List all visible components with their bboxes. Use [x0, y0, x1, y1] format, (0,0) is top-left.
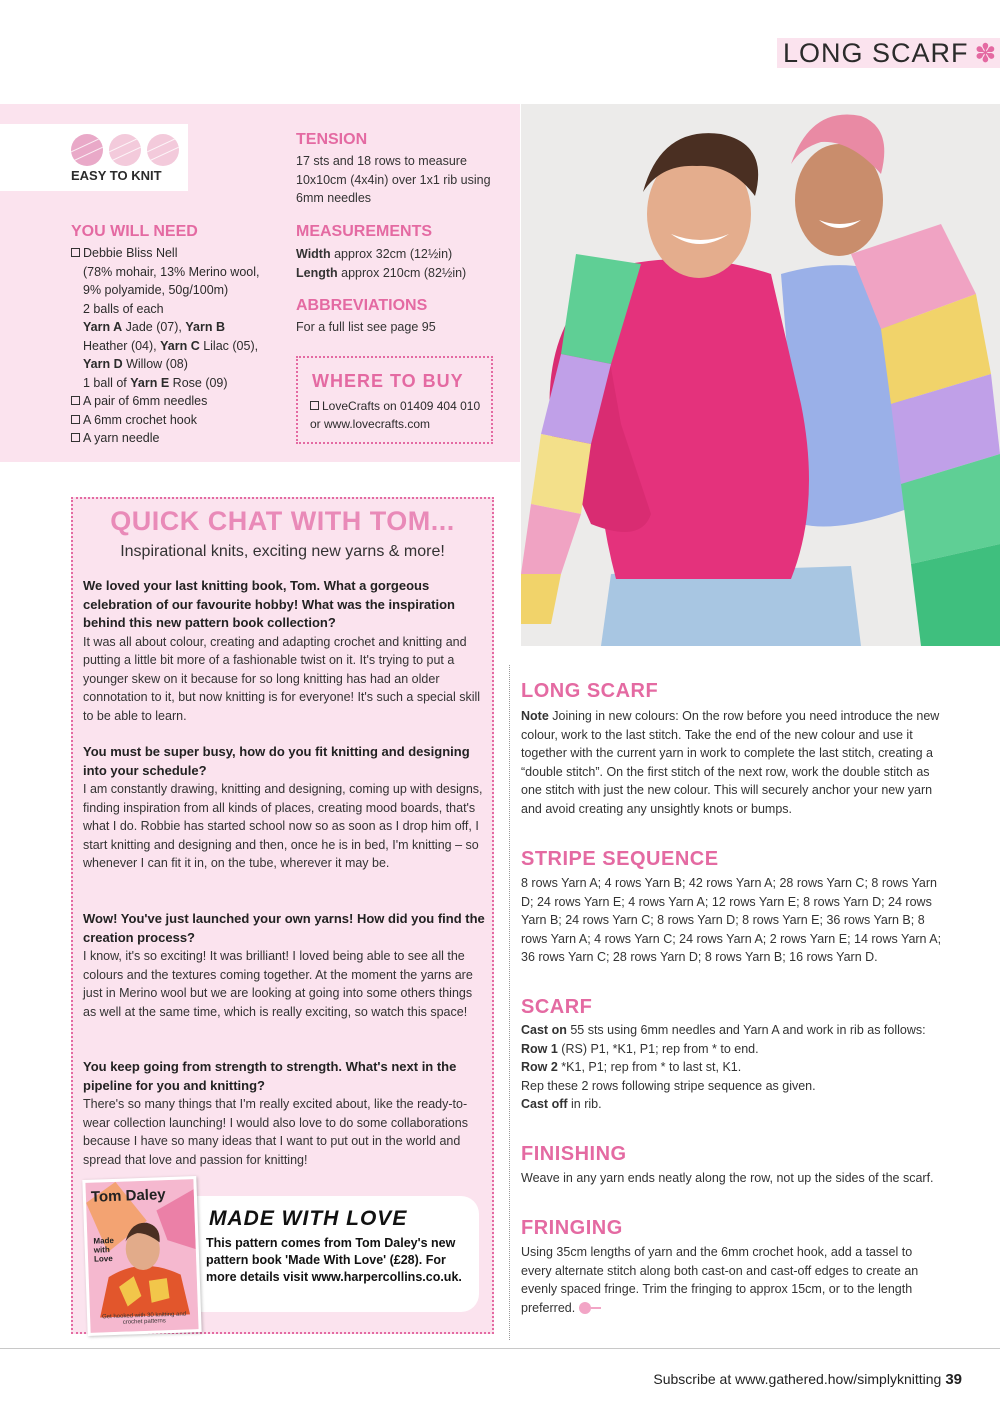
cast-on-label: Cast on	[521, 1023, 567, 1037]
yarn-a-label: Yarn A	[83, 320, 123, 334]
abbreviations-text: For a full list see page 95	[296, 320, 436, 334]
checkbox-icon	[71, 433, 80, 442]
yarn-ball-icon	[109, 134, 141, 166]
yarn-colours-line4	[71, 374, 281, 393]
width-value: approx 32cm (12½in)	[330, 247, 453, 261]
you-will-need-heading: YOU WILL NEED	[71, 223, 198, 240]
yarn-d-label: Yarn D	[83, 357, 123, 371]
book-promo-title: MADE WITH LOVE	[209, 1207, 408, 1230]
yarn-ball-icon	[71, 134, 103, 166]
yarn-c-value: Lilac (05),	[199, 338, 259, 353]
where-to-buy-text	[310, 397, 490, 433]
question: We loved your last knitting book, Tom. What a gorgeous celebration of our favourite hobby! What was the inspiration behind this new pattern book collection?	[83, 578, 455, 630]
footer	[0, 1371, 962, 1388]
quick-chat-subtitle: Inspirational knits, exciting new yarns & more!	[120, 543, 445, 560]
yarn-colours-line3	[71, 355, 281, 374]
answer: I know, it's so exciting! It was brilliant! I loved being able to see all the colours and the textures coming together. At the moment the yarns are just in Merino wool but we are looking at going into some others things as well at the same time, which is really exciting, so watch this space!	[83, 949, 473, 1019]
quick-chat-title: QUICK CHAT WITH TOM...	[110, 506, 455, 536]
materials-item-needles	[71, 392, 281, 411]
finishing-heading: FINISHING	[521, 1143, 627, 1165]
checkbox-icon	[71, 248, 80, 257]
book-cover-tagline: Get hooked with 30 knitting and crochet patterns	[101, 1311, 187, 1326]
scarf-heading: SCARF	[521, 996, 593, 1018]
end-line-icon	[591, 1307, 601, 1309]
book-cover-art	[85, 1179, 198, 1333]
long-scarf-heading: LONG SCARF	[521, 680, 659, 702]
qa-item	[83, 743, 488, 873]
fringing-paragraph	[521, 1243, 946, 1317]
yarn-d-value: Willow (08)	[122, 357, 188, 371]
row1-label: Row 1	[521, 1041, 558, 1056]
needles-text: A pair of 6mm needles	[83, 394, 208, 408]
cast-off-text: in rib.	[567, 1097, 602, 1111]
long-scarf-note	[521, 707, 946, 818]
question: You must be super busy, how do you fit knitting and designing into your schedule?	[83, 744, 470, 778]
answer: It was all about colour, creating and adapting crochet and knitting and putting a little bit more of a fashionable twist on it. It's trying to put a younger skew on it because for so long knitting has had an older connotation to it, but now knitting is for everyone! It's such a special skill to be able to learn.	[83, 634, 481, 723]
qa-item	[83, 910, 488, 1021]
cast-on-line	[521, 1021, 946, 1040]
yarn-composition: (78% mohair, 13% Merino wool,	[83, 264, 260, 279]
yarn-colours-line1	[71, 318, 281, 337]
models-wearing-scarf-illustration	[521, 104, 1000, 646]
stripe-sequence-text: 8 rows Yarn A; 4 rows Yarn B; 42 rows Yarn A; 28 rows Yarn C; 8 rows Yarn D; 24 rows Yarn E; 4 rows Yarn A; 12 rows Yarn E; 8 rows Yarn D; 24 rows Yarn B; 24 rows Yarn C; 8 rows Yarn D; 8 rows Yarn E; 36 rows Yarn B; 8 rows Yarn A; 4 rows Yarn C; 24 rows Yarn A; 2 rows Yarn E; 14 rows Yarn A; 36 rows Yarn C; 28 rows Yarn D; 8 rows Yarn B; 16 rows Yarn D.	[521, 876, 942, 964]
note-text: Joining in new colours: On the row before you need introduce the new colour, work to the last stitch. Take the end of the new colour and use it together with the current yarn in work to complete the last stitch, creating a “double stitch”. On the first stitch of the next row, work the double stitch as one stitch with just the new colour. This will securely anchor your new yarn and avoid creating any unsightly knots or bumps.	[521, 709, 940, 816]
page-title-text: LONG SCARF	[783, 38, 969, 68]
width-line	[296, 245, 506, 264]
book-cover	[82, 1176, 201, 1336]
row2-text: *K1, P1; rep from * to last st, K1.	[557, 1060, 742, 1074]
question: Wow! You've just launched your own yarns! How did you find the creation process?	[83, 911, 485, 945]
repeat-line: Rep these 2 rows following stripe sequence as given.	[521, 1078, 816, 1093]
fringing-text: Using 35cm lengths of yarn and the 6mm crochet hook, add a tassel to every alternate stitch along both cast-on and cast-off edges to create an evenly spaced fringe. Trim the fringing to approx 15cm, or to the length preferred.	[521, 1245, 919, 1315]
yarn-colours-line2	[71, 337, 281, 356]
yarn-brand: Debbie Bliss Nell	[83, 246, 178, 260]
tension-text: 17 sts and 18 rows to measure 10x10cm (4x4in) over 1x1 rib using 6mm needles	[296, 154, 491, 205]
page-number: 39	[945, 1371, 962, 1388]
answer: There's so many things that I'm really excited about, like the ready-to-wear collection launching! I would also love to do some collaborations because I have so many ideas that I want to put out in the world and spread that love and passion for knitting!	[83, 1097, 468, 1167]
question: You keep going from strength to strength. What's next in the pipeline for you and knitting?	[83, 1059, 457, 1093]
qa-item	[83, 577, 488, 725]
materials-item-hook	[71, 411, 281, 430]
page-title	[783, 38, 997, 68]
row2-line	[521, 1058, 946, 1077]
scarf-instructions	[521, 1021, 946, 1114]
yarn-e-value: Rose (09)	[169, 375, 228, 390]
yarn-b-label: Yarn B	[185, 320, 225, 334]
fringing-heading: FRINGING	[521, 1217, 623, 1239]
qa-item	[83, 1058, 488, 1169]
where-to-buy-heading: WHERE TO BUY	[312, 371, 464, 391]
note-label: Note	[521, 709, 549, 723]
row2-label: Row 2	[521, 1060, 558, 1074]
models-photo	[521, 104, 1000, 646]
finishing-text: Weave in any yarn ends neatly along the row, not up the sides of the scarf.	[521, 1171, 934, 1185]
materials-item-yarn	[71, 244, 281, 392]
yarn-ball-icon	[147, 134, 179, 166]
yarn-composition-2: 9% polyamide, 50g/100m)	[83, 283, 229, 297]
checkbox-icon	[71, 396, 80, 405]
checkbox-icon	[310, 401, 319, 410]
book-cover-title: Tom Daley	[90, 1186, 166, 1206]
row1-line	[521, 1040, 946, 1059]
subscribe-link[interactable]: Subscribe at www.gathered.how/simplyknitting	[653, 1371, 942, 1387]
width-label: Width	[296, 247, 331, 261]
footer-divider	[0, 1348, 1000, 1349]
yarn-c-label: Yarn C	[160, 338, 200, 353]
stripe-sequence-heading: STRIPE SEQUENCE	[521, 848, 719, 870]
yarn-e-label: Yarn E	[130, 375, 170, 390]
book-cover-subtitle: Made with Love	[93, 1235, 115, 1264]
yarn-quantity: 2 balls of each	[83, 301, 164, 316]
yarn-needle-text: A yarn needle	[83, 431, 160, 445]
tension-heading: TENSION	[296, 131, 368, 148]
materials-list	[71, 244, 281, 448]
measurements-text	[296, 245, 506, 282]
length-label: Length	[296, 265, 338, 280]
length-value: approx 210cm (82½in)	[337, 265, 467, 280]
difficulty-label: EASY TO KNIT	[71, 168, 162, 183]
checkbox-icon	[71, 415, 80, 424]
row1-text: (RS) P1, *K1, P1; rep from * to end.	[557, 1041, 759, 1056]
end-mark-icon	[579, 1302, 591, 1314]
cast-on-text: 55 sts using 6mm needles and Yarn A and work in rib as follows:	[566, 1023, 926, 1037]
yarn-a-value: Jade (07),	[122, 320, 186, 334]
yarn-e-prefix: 1 ball of	[83, 375, 131, 390]
cast-off-line	[521, 1095, 946, 1114]
cast-off-label: Cast off	[521, 1097, 568, 1111]
flower-icon: ✽	[974, 38, 998, 68]
where-to-buy-details: LoveCrafts on 01409 404 010 or www.lovecrafts.com	[310, 399, 481, 431]
answer: I am constantly drawing, knitting and designing, coming up with designs, finding inspiration from all kinds of places, creating mood boards, that's what I do. Robbie has started school now so as soon as I drop him off, I start knitting and designing and then, once he is in bed, I'm knitting – so whenever I can fit it in, on the tube, wherever it may be.	[83, 782, 483, 870]
abbreviations-heading: ABBREVIATIONS	[296, 297, 428, 314]
measurements-heading: MEASUREMENTS	[296, 223, 433, 240]
column-divider	[509, 665, 510, 1340]
length-line	[296, 264, 506, 283]
materials-item-yarn-needle	[71, 429, 281, 448]
book-promo-text: This pattern comes from Tom Daley's new pattern book 'Made With Love' (£28). For more details visit www.harpercollins.co.uk.	[206, 1236, 462, 1284]
yarn-b-value: Heather (04),	[83, 338, 161, 353]
hook-text: A 6mm crochet hook	[83, 412, 197, 427]
